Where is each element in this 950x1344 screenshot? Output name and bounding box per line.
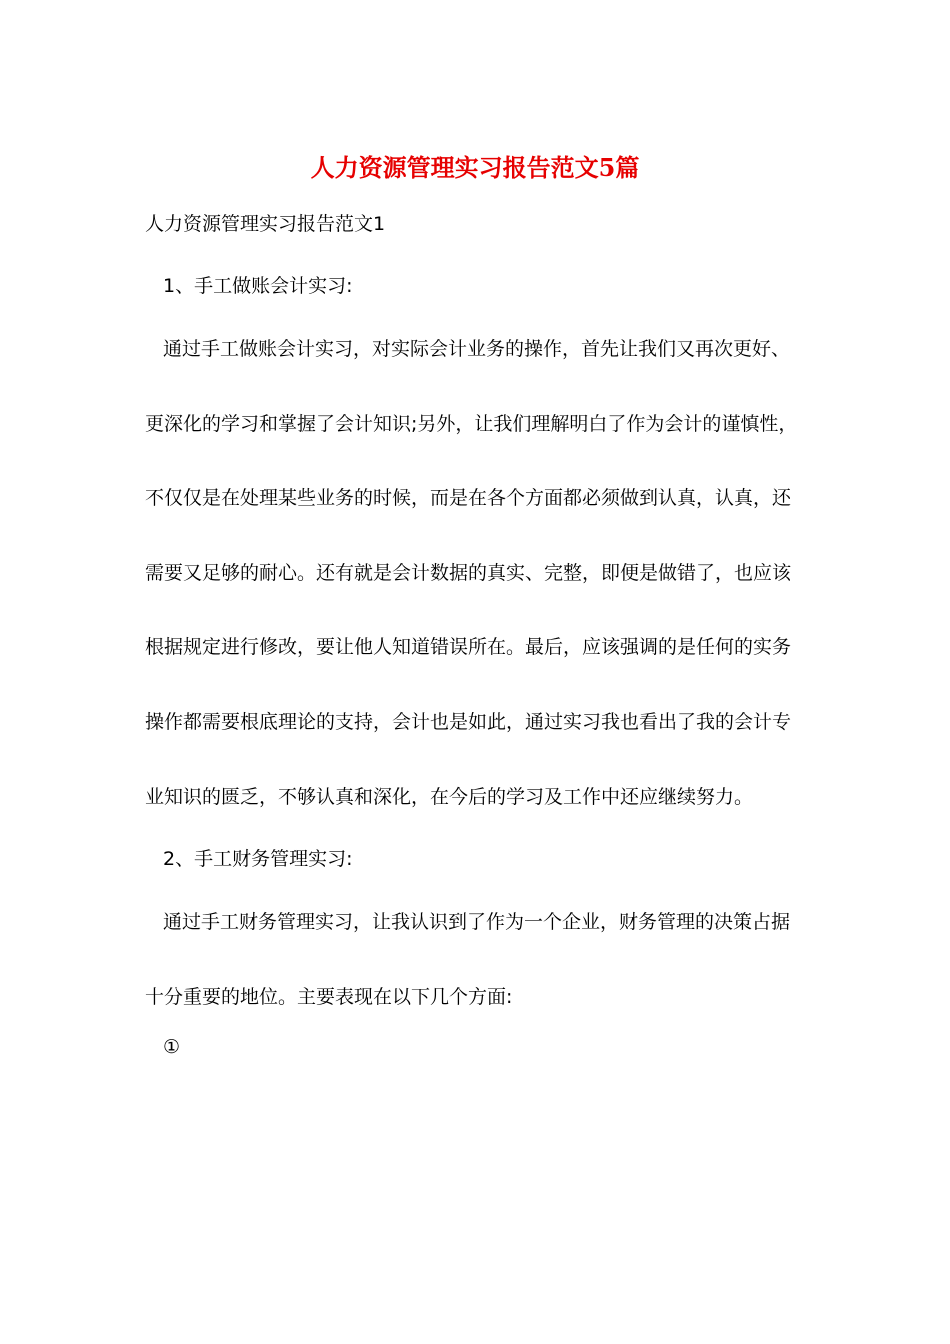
paragraph-line: 更深化的学习和掌握了会计知识;另外，让我们理解明白了作为会计的谨慎性， xyxy=(145,413,798,435)
paragraph-line: 通过手工财务管理实习，让我认识到了作为一个企业，财务管理的决策占据 xyxy=(163,911,791,933)
paragraph-line: 需要又足够的耐心。还有就是会计数据的真实、完整，即便是做错了，也应该 xyxy=(145,562,792,584)
paragraph-line: 根据规定进行修改，要让他人知道错误所在。最后，应该强调的是任何的实务 xyxy=(145,636,792,658)
paragraph-line: 不仅仅是在处理某些业务的时候，而是在各个方面都必须做到认真，认真，还 xyxy=(145,487,792,509)
document-title: 人力资源管理实习报告范文5篇 xyxy=(310,153,640,182)
paragraph-line: 操作都需要根底理论的支持，会计也是如此，通过实习我也看出了我的会计专 xyxy=(145,711,792,733)
paragraph-line: 十分重要的地位。主要表现在以下几个方面: xyxy=(145,986,513,1008)
paragraph-line: 通过手工做账会计实习，对实际会计业务的操作，首先让我们又再次更好、 xyxy=(163,338,791,360)
subtitle: 人力资源管理实习报告范文1 xyxy=(145,213,386,235)
section-2-heading: 2、手工财务管理实习: xyxy=(163,848,353,870)
section-1-heading: 1、手工做账会计实习: xyxy=(163,275,353,297)
paragraph-line: 业知识的匮乏，不够认真和深化，在今后的学习及工作中还应继续努力。 xyxy=(145,786,754,808)
list-marker: ① xyxy=(163,1036,181,1058)
